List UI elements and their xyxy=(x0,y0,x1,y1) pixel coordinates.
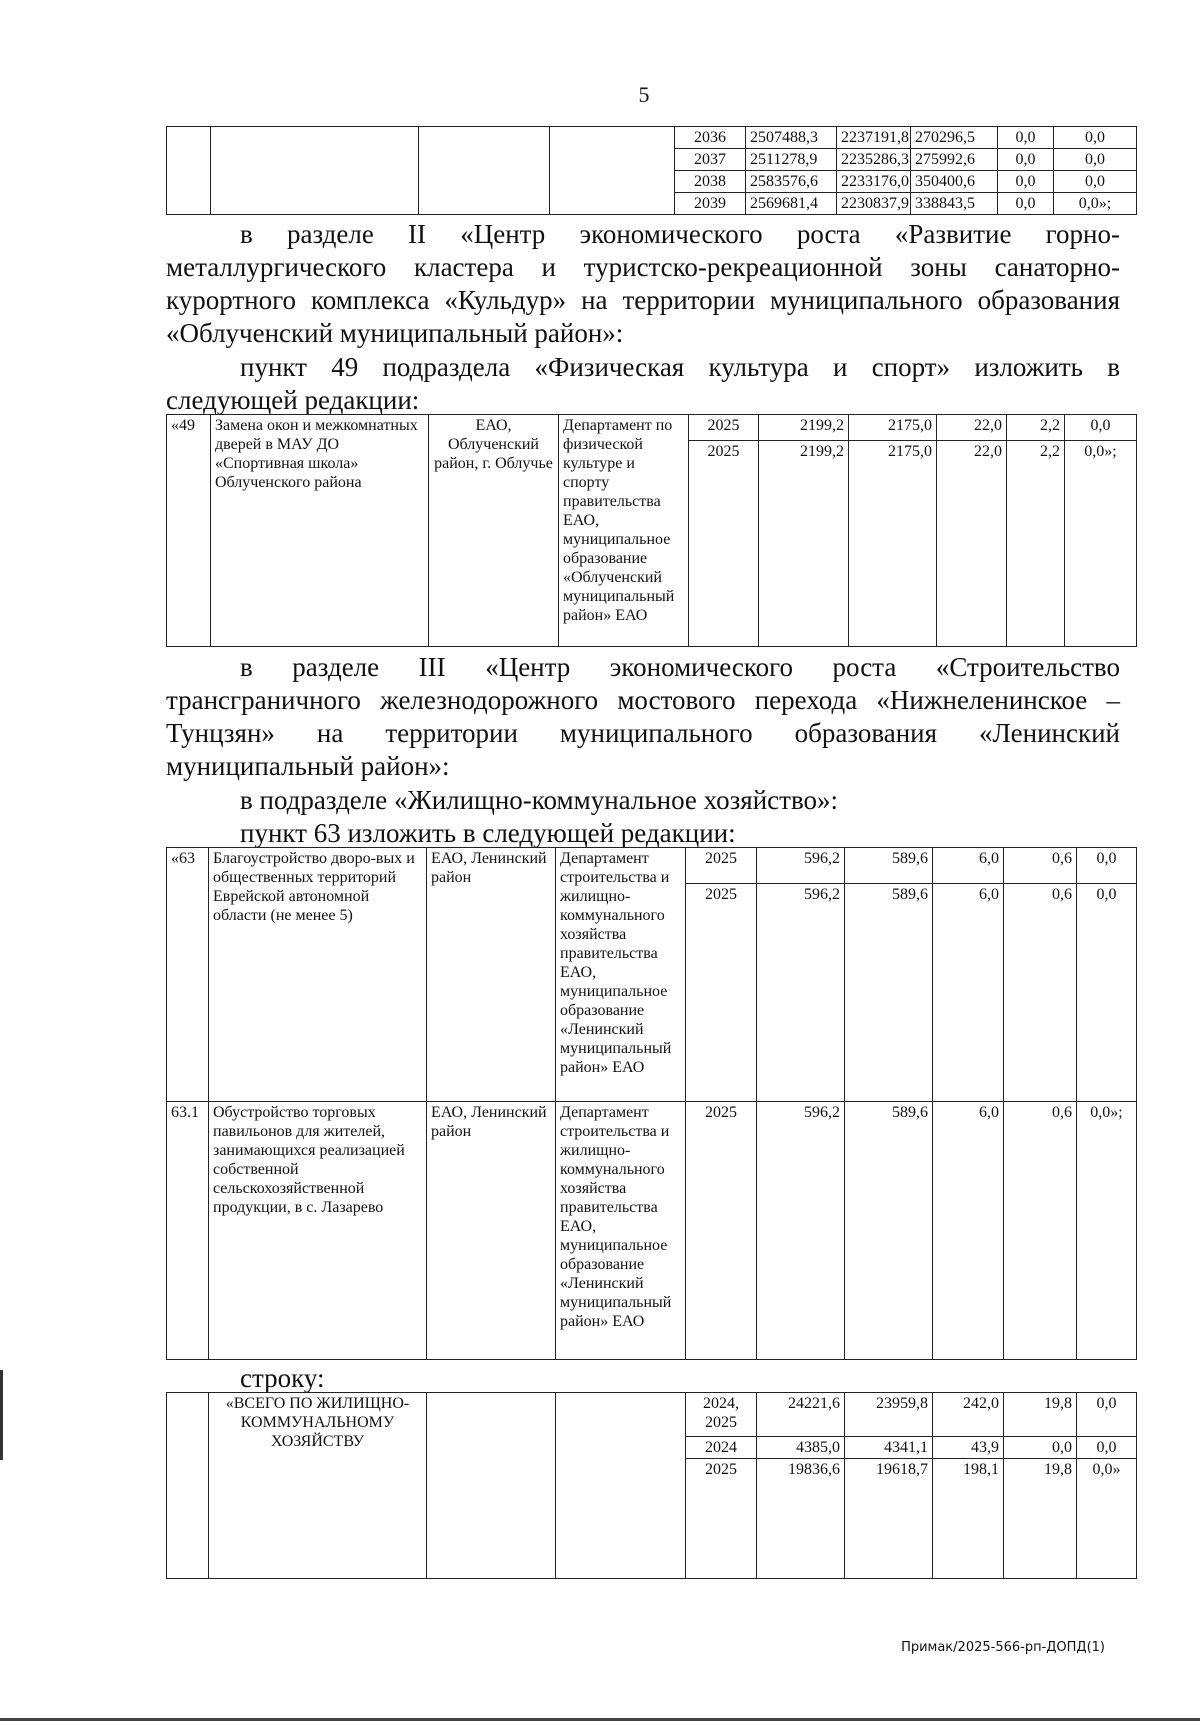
paragraph-section-3: в разделе III «Центр экономического роста «Строительство трансграничного железнодорожного мостового перехода «Нижнеленинское – Тунцзян» на территории муниципального образования «Ленинский муниципальный район»: xyxy=(166,652,1120,781)
table-row: 2037 2511278,9 2235286,3 275992,6 0,0 0,0 xyxy=(167,149,1137,171)
table-row: 2038 2583576,6 2233176,0 350400,6 0,0 0,0 xyxy=(167,171,1137,193)
paragraph-item-49-line2: следующей редакции: xyxy=(166,385,420,415)
paragraph-subsection: в подразделе «Жилищно-коммунальное хозяйство»: xyxy=(240,785,839,815)
table-row: 2039 2569681,4 2230837,9 338843,5 0,0 0,0»; xyxy=(167,193,1137,215)
table-row: 2025 19836,6 19618,7 198,1 19,8 0,0» xyxy=(167,1459,1137,1579)
scan-edge-mark xyxy=(0,1370,3,1460)
table-row: 63.1 Обустройство торговых павильонов для жителей, занимающихся реализацией собственной сельскохозяйственной продукции, в с. Лазарево ЕАО, Ленинский район Департамент строительства и жилищно-коммунального хозяйства правительства ЕАО, муниципальное образование «Ленинский муниципальный район» ЕАО 2025 596,2 589,6 6,0 0,6 0,0»; xyxy=(167,1102,1137,1360)
table-row: «ВСЕГО ПО ЖИЛИЩНО-КОММУНАЛЬНОМУ ХОЗЯЙСТВУ 2024, 2025 24221,6 23959,8 242,0 19,8 0,0 xyxy=(167,1393,1137,1437)
table-item-49 xyxy=(166,414,1137,647)
table-row: 2025 2199,2 2175,0 22,0 2,2 0,0»; xyxy=(167,441,1137,647)
table-total xyxy=(166,1392,1137,1579)
table-item-63 xyxy=(166,847,1137,1360)
table-top xyxy=(166,126,1137,215)
table-row: «63 Благоустройство дворо-вых и общественных территорий Еврейской автономной области (не менее 5) ЕАО, Ленинский район Департамент строительства и жилищно-коммунального хозяйства правительства ЕАО, муниципальное образование «Ленинский муниципальный район» ЕАО 2025 596,2 589,6 6,0 0,6 0,0 xyxy=(167,848,1137,884)
table-row: 2024 4385,0 4341,1 43,9 0,0 0,0 xyxy=(167,1437,1137,1459)
page-number: 5 xyxy=(638,82,650,107)
table-row: 2036 2507488,3 2237191,8 270296,5 0,0 0,0 xyxy=(167,127,1137,149)
document-footer-id: Примак/2025-566-рп-ДОПД(1) xyxy=(901,1640,1105,1655)
table-row: 2025 596,2 589,6 6,0 0,6 0,0 xyxy=(167,884,1137,1102)
paragraph-item-63: пункт 63 изложить в следующей редакции: xyxy=(240,818,736,848)
paragraph-section-2: в разделе II «Центр экономического роста «Развитие горно-металлургического кластера и туристско-рекреационной зоны санаторно-курортного комплекса «Кульдур» на территории муниципального образования «Облученский муниципальный район»: xyxy=(166,219,1120,348)
table-row: «49 Замена окон и межкомнатных дверей в МАУ ДО «Спортивная школа» Облученского района ЕАО, Облученский район, г. Облучье Департамент по физической культуре и спорту правительства ЕАО, муниципальное образование «Облученский муниципальный район» ЕАО 2025 2199,2 2175,0 22,0 2,2 0,0 xyxy=(167,415,1137,441)
scan-edge-mark xyxy=(0,1718,1200,1721)
paragraph-item-49-line1: пункт 49 подраздела «Физическая культура и спорт» изложить в xyxy=(240,352,1120,382)
paragraph-row-label: строку: xyxy=(240,1363,325,1393)
